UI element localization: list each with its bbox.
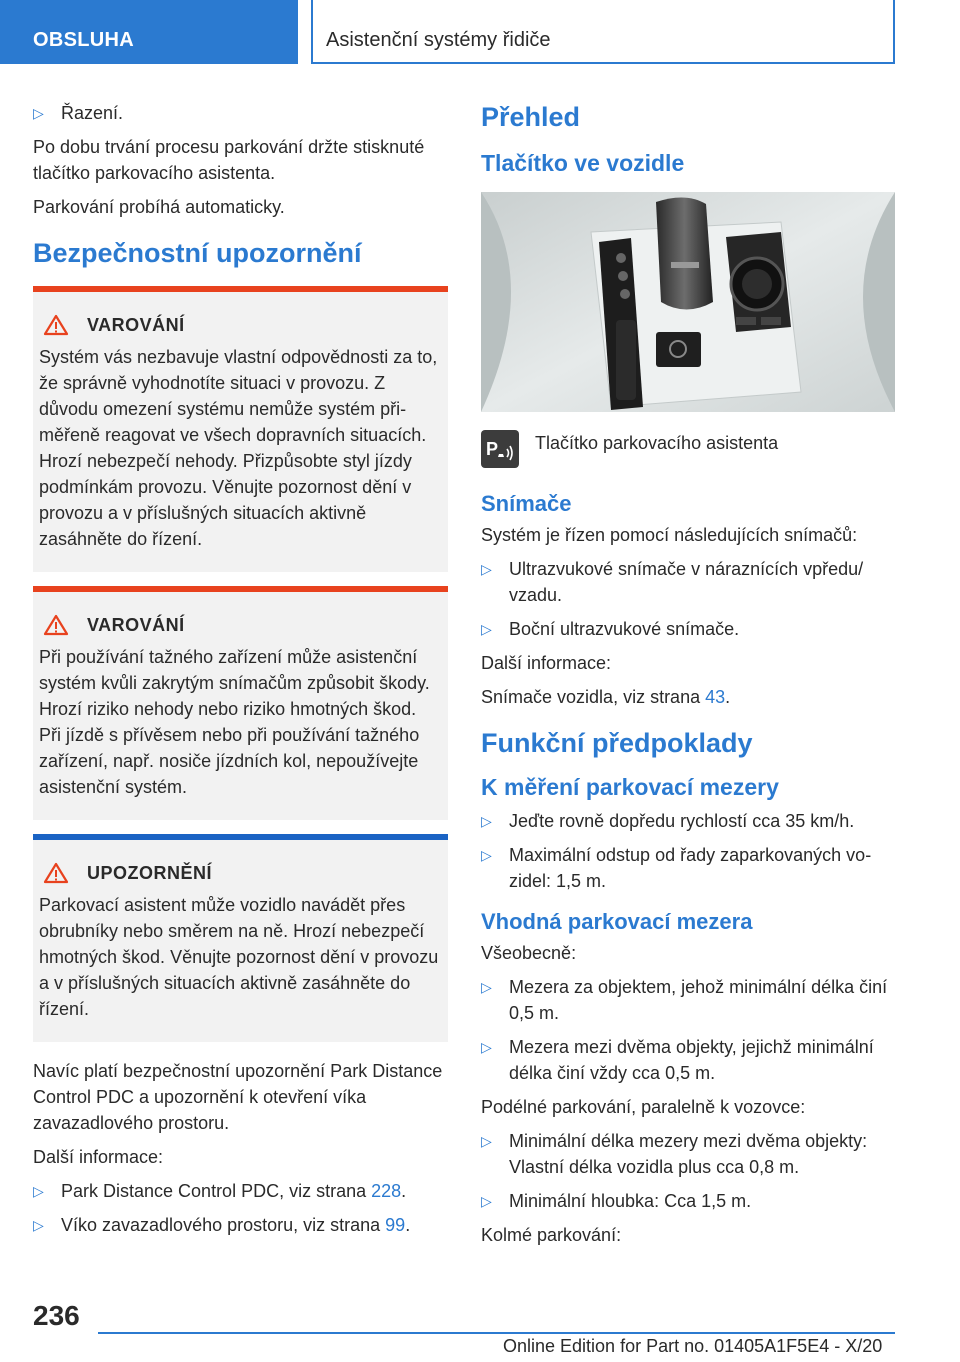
notice-box [33,834,448,1042]
list-item: ▷ Mezera mezi dvěma objekty, jejichž minimální délka činí vždy cca 0,5 m. [481,1034,895,1086]
section-heading-safety: Bezpečnostní upozornění [33,238,362,268]
list-item: ▷ Maximální odstup od řady zaparkovaných vozidel: 1,5 m. [481,842,895,894]
page-link-228[interactable]: 228 [371,1181,402,1201]
list-item: ▷ Řazení. [33,100,448,126]
page-link-43[interactable]: 43 [705,687,726,707]
footer-divider [98,1332,895,1334]
paragraph: Snímače vozidla, viz strana 43. [481,687,731,707]
section-heading-prerequisites: Funkční předpoklady [481,728,753,758]
subheading-button: Tlačítko ve vozidle [481,150,685,176]
warning-title: VAROVÁNÍ [87,314,185,335]
warning-triangle-icon [43,314,69,336]
park-assist-button-icon [481,430,519,468]
button-legend-label: Tlačítko parkovacího asistenta [535,433,779,453]
subheading-sensors: Snímače [481,491,572,516]
section-heading-overview: Přehled [481,102,581,132]
warning-box [33,586,448,820]
triangle-right-icon: ▷ [481,847,492,863]
warning-triangle-icon [43,862,69,884]
warning-box [33,286,448,572]
paragraph: Navíc platí bezpečnostní upozornění Park Distance Control PDC a upozornění k otevření víka zavazadlového prostoru. [33,1061,443,1133]
paragraph: Podélné parkování, paralelně k vozovce: [481,1097,806,1117]
paragraph: Další informace: [33,1147,164,1167]
triangle-right-icon: ▷ [481,979,492,995]
paragraph: Parkování probíhá automaticky. [33,197,285,217]
chapter-tab [311,0,895,64]
triangle-right-icon: ▷ [481,1133,492,1149]
list-item: ▷ Minimální hloubka: Cca 1,5 m. [481,1188,895,1214]
list-item: ▷ Park Distance Control PDC, viz strana 228. [33,1178,448,1204]
paragraph: Kolmé parkování: [481,1225,622,1245]
page-link-99[interactable]: 99 [385,1215,406,1235]
page-number: 236 [33,1300,80,1331]
section-tab [0,0,298,64]
svg-text:P: P [486,439,499,459]
triangle-right-icon: ▷ [481,1193,492,1209]
paragraph: Systém je řízen pomocí následujících snímačů: [481,525,858,545]
edition-note: Online Edition for Part no. 01405A1F5E4 - X/20 [503,1336,883,1356]
subheading-suitable-space: Vhodná parkovací mezera [481,909,753,934]
triangle-right-icon: ▷ [481,561,492,577]
warning-title: VAROVÁNÍ [87,614,185,635]
list-item: ▷ Boční ultrazvukové snímače. [481,616,895,642]
paragraph: Všeobecně: [481,943,577,963]
triangle-right-icon: ▷ [481,621,492,637]
list-item: ▷ Ultrazvukové snímače v náraznících vpředu/ vzadu. [481,556,895,608]
list-item: ▷ Minimální délka mezery mezi dvěma objekty: Vlastní délka vozidla plus cca 0,8 m. [481,1128,895,1180]
left-column [33,100,448,1246]
button-legend [481,430,895,468]
warning-text: Při používání tažného zařízení může asistenční systém kvůli zakrytým snímačům způsobit škody. Hrozí riziko nehody nebo riziko hmotných škod. Při jízdě s přívěsem nebo při používání tažného zařízení, např. nosiče jízdních kol, nepoužívejte asistenční systém. [39,647,430,797]
triangle-right-icon: ▷ [33,105,44,121]
triangle-right-icon: ▷ [481,813,492,829]
notice-title: UPOZORNĚNÍ [87,862,213,883]
right-column [481,100,895,1256]
triangle-right-icon: ▷ [33,1217,44,1233]
warning-text: Systém vás nezbavuje vlastní odpovědnosti za to, že správně vyhodnotíte situaci v provozu. Z důvodu omezení systému nemůže systém přiměřeně reagovat ve všech dopravních situacích. Hrozí nebezpečí nehody. Přizpůsobte styl jízdy podmínkám provozu. Věnujte pozornost dění v provozu a v příslušných situacích aktivně zasáhněte do řízení. [39,347,438,549]
section-title: OBSLUHA [33,29,134,51]
list-item: ▷ Mezera za objektem, jehož minimální délka činí 0,5 m. [481,974,895,1026]
paragraph: Další informace: [481,653,612,673]
subheading-measure: K měření parkovací mezery [481,774,779,800]
chapter-title: Asistenční systémy řidiče [326,29,551,51]
triangle-right-icon: ▷ [33,1183,44,1199]
list-item: ▷ Víko zavazadlového prostoru, viz strana 99. [33,1212,448,1238]
triangle-right-icon: ▷ [481,1039,492,1055]
warning-triangle-icon [43,614,69,636]
list-item: ▷ Jeďte rovně dopředu rychlostí cca 35 km/h. [481,808,895,834]
paragraph: Po dobu trvání procesu parkování držte stisknuté tlačítko parkovacího asistenta. [33,137,425,183]
notice-text: Parkovací asistent může vozidlo navádět přes obrubníky nebo směrem na ně. Hrozí nebezpečí hmotných škod. Věnujte pozornost dění v provozu a v příslušných situacích aktivně zasáhněte do řízení. [39,895,439,1019]
center-console-photo [481,192,895,412]
